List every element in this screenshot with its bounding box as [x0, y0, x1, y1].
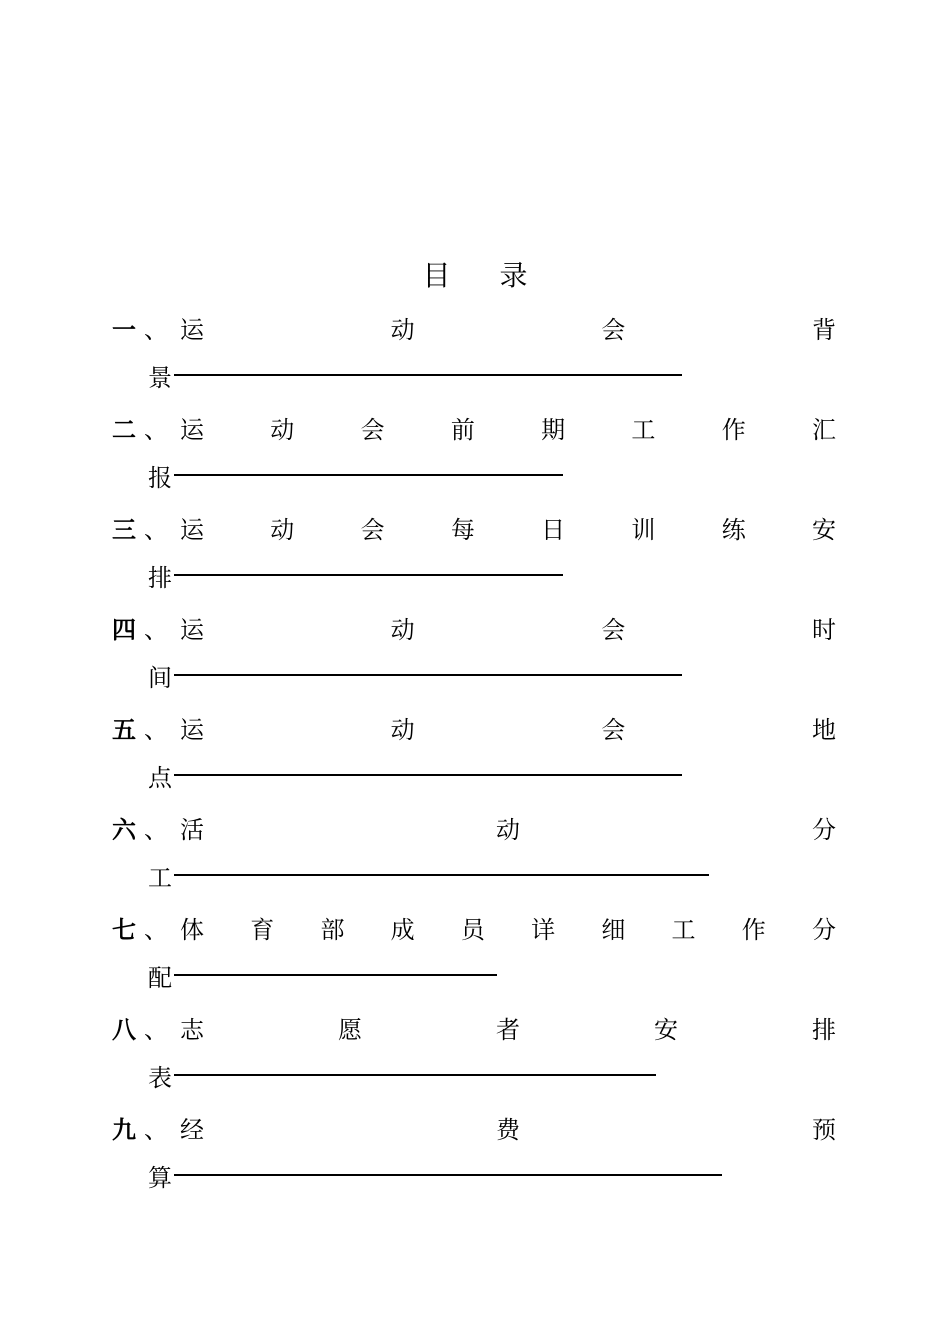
- toc-entry-heading-line: [112, 304, 836, 350]
- toc-entry-title-char: 日: [541, 515, 566, 544]
- toc-entry-title-char: 活: [180, 815, 204, 844]
- toc-entry-title: [180, 410, 836, 445]
- toc-entry-title-char: 分: [811, 915, 836, 944]
- toc-entry-leader-line: [174, 1074, 656, 1076]
- toc-entry-title-char: 作: [741, 915, 766, 944]
- toc-entry-number: 二: [112, 414, 136, 444]
- toc-entry-leader-line: [174, 874, 709, 876]
- toc-entry-title-char: 会: [601, 615, 626, 644]
- toc-entry-heading-line: [112, 404, 836, 450]
- toc-entry-title-char: 运: [180, 515, 204, 544]
- toc-entry-title-char: 志: [180, 1015, 204, 1044]
- toc-entry[interactable]: [112, 504, 836, 604]
- toc-title: 目 录: [422, 259, 548, 292]
- toc-entry-heading-line: [112, 504, 836, 550]
- toc-entry-leader-line: [174, 974, 497, 976]
- toc-entry-title-char: 运: [180, 415, 204, 444]
- toc-entry-title: [180, 310, 836, 345]
- toc-entry-title: [180, 1110, 836, 1145]
- toc-entry-continuation-line: [112, 950, 836, 1000]
- toc-entry-title: [180, 910, 836, 945]
- toc-entry-title-last-char: 工: [148, 863, 172, 892]
- toc-entry-number: 六: [112, 814, 136, 844]
- toc-entry-continuation-line: [112, 550, 836, 600]
- toc-entry-title-char: 练: [721, 515, 746, 544]
- toc-entry-title-char: 愿: [338, 1015, 362, 1044]
- toc-entry-title-char: 时: [811, 615, 836, 644]
- toc-entry-title: [180, 810, 836, 845]
- toc-entry-separator: 、: [144, 1015, 168, 1044]
- toc-entry-leader-line: [174, 474, 563, 476]
- toc-entry-separator: 、: [144, 715, 168, 744]
- toc-entry-title-char: 动: [390, 615, 415, 644]
- toc-entry-heading-line: [112, 1104, 836, 1150]
- toc-entry-continuation-line: [112, 1150, 836, 1200]
- toc-entry-heading-line: [112, 604, 836, 650]
- toc-entry-continuation-line: [112, 850, 836, 900]
- toc-entry[interactable]: [112, 1004, 836, 1104]
- toc-entry-separator: 、: [144, 915, 168, 944]
- toc-entry-title: [180, 710, 836, 745]
- toc-entry-continuation-line: [112, 1050, 836, 1100]
- toc-entry-title-char: 每: [450, 515, 475, 544]
- toc-entry-title-char: 汇: [811, 415, 836, 444]
- toc-entry-title-char: 期: [541, 415, 566, 444]
- toc-entry-title-char: 成: [390, 915, 415, 944]
- toc-entry-title-char: 运: [180, 615, 204, 644]
- toc-entry-number: 八: [112, 1014, 136, 1044]
- toc-entry-title-char: 详: [531, 915, 556, 944]
- toc-entry-heading-line: [112, 1004, 836, 1050]
- toc-entry-title-char: 运: [180, 315, 204, 344]
- toc-entry-title-char: 动: [390, 315, 415, 344]
- toc-entry-title-last-char: 排: [148, 563, 172, 592]
- toc-entry-title-char: 体: [180, 915, 204, 944]
- toc-entry-title: [180, 510, 836, 545]
- toc-entry-title-char: 作: [721, 415, 746, 444]
- toc-entry-leader-line: [174, 374, 682, 376]
- toc-entry-heading-line: [112, 704, 836, 750]
- toc-entry-continuation-line: [112, 350, 836, 400]
- toc-entry-title-char: 会: [360, 515, 385, 544]
- toc-entry-separator: 、: [144, 415, 168, 444]
- toc-list: [112, 304, 836, 1204]
- toc-entry-continuation-line: [112, 750, 836, 800]
- toc-entry-title-char: 育: [250, 915, 275, 944]
- toc-entry-title-char: 细: [601, 915, 626, 944]
- toc-entry-leader-line: [174, 1174, 722, 1176]
- toc-entry-title: [180, 610, 836, 645]
- toc-entry-number: 九: [112, 1114, 136, 1144]
- toc-entry-title-char: 会: [601, 715, 626, 744]
- toc-entry-separator: 、: [144, 815, 168, 844]
- toc-entry-title: [180, 1010, 836, 1045]
- toc-entry[interactable]: [112, 804, 836, 904]
- toc-entry-leader-line: [174, 774, 682, 776]
- toc-entry-title-last-char: 配: [148, 963, 172, 992]
- toc-entry-title-char: 预: [812, 1115, 836, 1144]
- toc-entry-title-char: 工: [671, 915, 696, 944]
- toc-entry[interactable]: [112, 404, 836, 504]
- toc-entry-number: 三: [112, 514, 136, 544]
- toc-entry-title-last-char: 点: [148, 763, 172, 792]
- toc-entry[interactable]: [112, 904, 836, 1004]
- toc-entry-heading-line: [112, 904, 836, 950]
- toc-entry-continuation-line: [112, 650, 836, 700]
- toc-entry-title-char: 背: [811, 315, 836, 344]
- toc-entry-title-char: 者: [496, 1015, 520, 1044]
- toc-entry-title-char: 会: [360, 415, 385, 444]
- toc-entry-title-last-char: 算: [148, 1163, 172, 1192]
- toc-entry-title-char: 排: [812, 1015, 836, 1044]
- toc-entry-separator: 、: [144, 315, 168, 344]
- toc-entry-title-char: 分: [812, 815, 836, 844]
- toc-entry-separator: 、: [144, 515, 168, 544]
- toc-entry-title-char: 费: [496, 1115, 520, 1144]
- toc-entry-number: 七: [112, 914, 136, 944]
- toc-entry-heading-line: [112, 804, 836, 850]
- toc-entry-title-char: 动: [270, 515, 295, 544]
- toc-entry-title-char: 部: [320, 915, 345, 944]
- toc-entry-title-char: 会: [601, 315, 626, 344]
- toc-entry-title-last-char: 报: [148, 463, 172, 492]
- toc-entry-number: 五: [112, 714, 136, 744]
- toc-entry[interactable]: [112, 704, 836, 804]
- toc-entry-title-char: 前: [450, 415, 475, 444]
- toc-entry-title-char: 安: [811, 515, 836, 544]
- toc-entry-separator: 、: [144, 615, 168, 644]
- toc-entry-title-last-char: 景: [148, 363, 172, 392]
- toc-entry-leader-line: [174, 674, 682, 676]
- toc-entry-title-char: 安: [654, 1015, 678, 1044]
- toc-entry-leader-line: [174, 574, 563, 576]
- toc-entry-number: 一: [112, 314, 136, 344]
- toc-entry-title-char: 经: [180, 1115, 204, 1144]
- toc-entry-title-char: 动: [496, 815, 520, 844]
- toc-entry-number: 四: [112, 614, 136, 644]
- toc-entry[interactable]: [112, 304, 836, 404]
- toc-entry-title-char: 工: [631, 415, 656, 444]
- toc-entry[interactable]: [112, 1104, 836, 1204]
- toc-entry-continuation-line: [112, 450, 836, 500]
- toc-entry-separator: 、: [144, 1115, 168, 1144]
- toc-entry-title-char: 运: [180, 715, 204, 744]
- toc-entry-title-char: 员: [460, 915, 485, 944]
- toc-entry-title-char: 动: [390, 715, 415, 744]
- toc-entry-title-char: 训: [631, 515, 656, 544]
- toc-entry-title-char: 动: [270, 415, 295, 444]
- toc-entry-title-last-char: 表: [148, 1063, 172, 1092]
- toc-entry-title-char: 地: [811, 715, 836, 744]
- toc-entry-title-last-char: 间: [148, 663, 172, 692]
- toc-entry[interactable]: [112, 604, 836, 704]
